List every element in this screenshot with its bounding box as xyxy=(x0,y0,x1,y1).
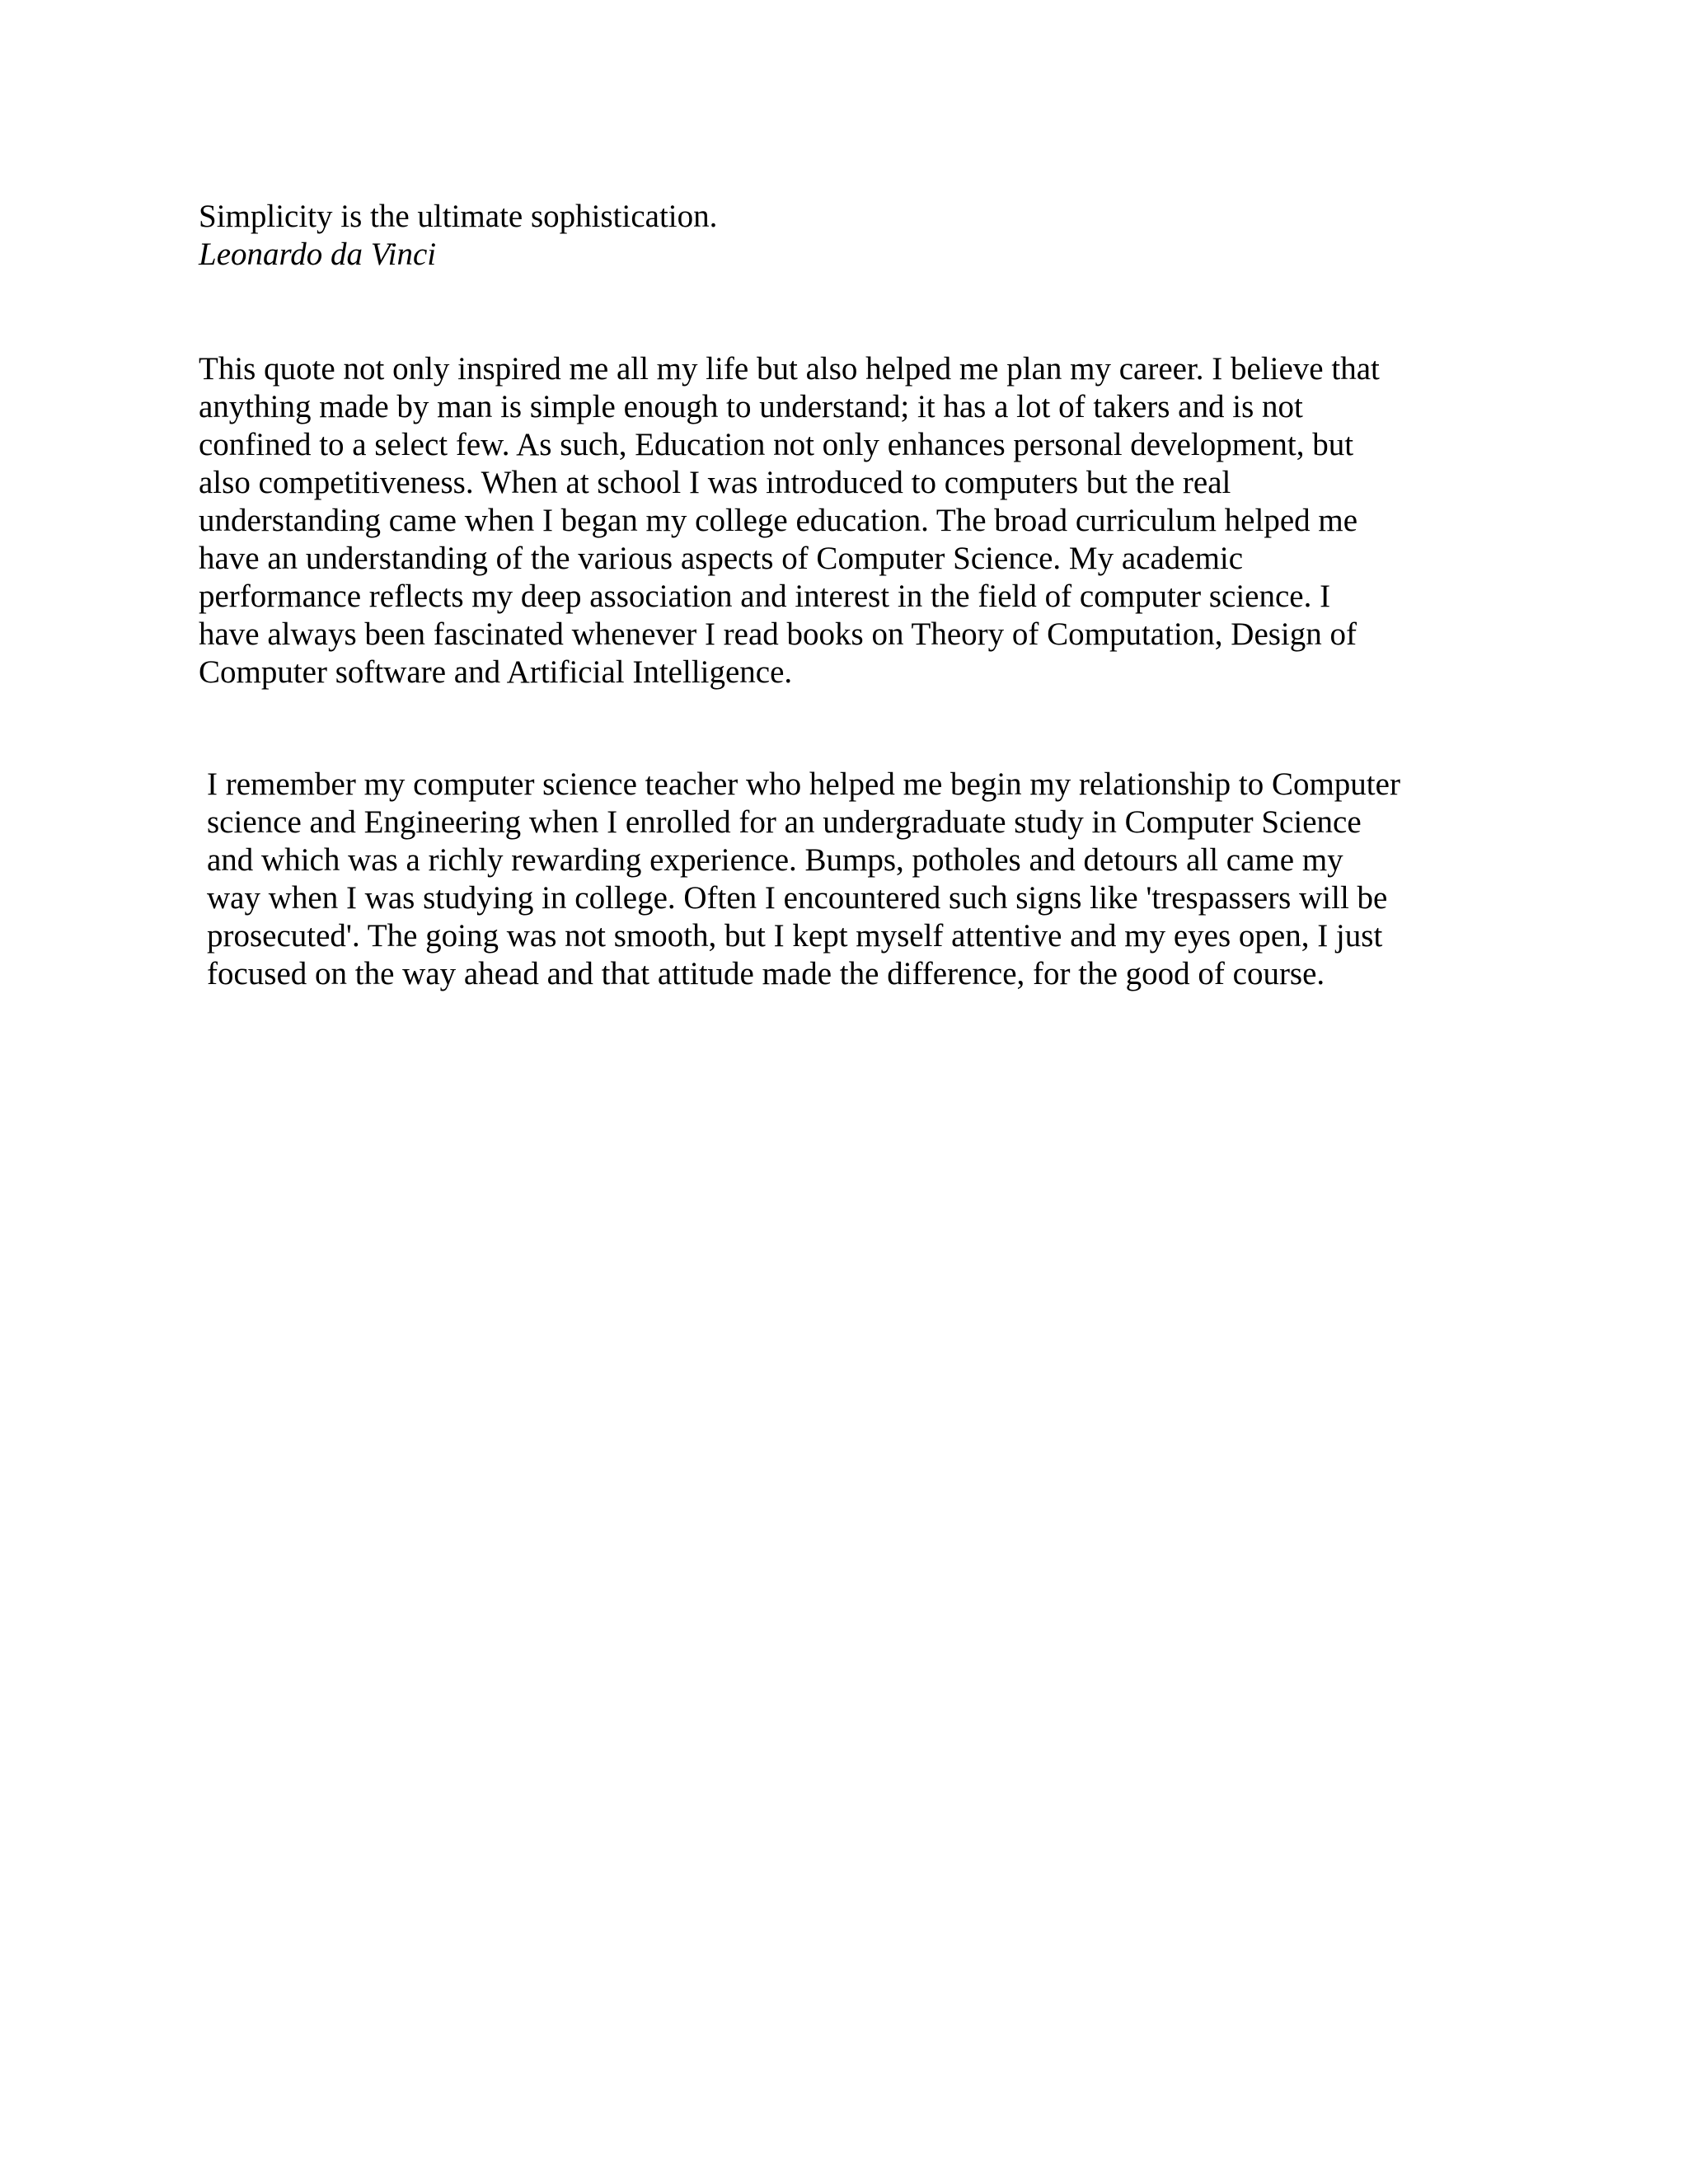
paragraph-line: also competitiveness. When at school I was introduced to computers but the real xyxy=(199,465,1231,500)
paragraph-1 xyxy=(199,350,1550,691)
paragraph-line: anything made by man is simple enough to understand; it has a lot of takers and is not xyxy=(199,389,1303,424)
paragraph-2 xyxy=(207,766,1542,993)
paragraph-line: performance reflects my deep association and interest in the field of computer science. I xyxy=(199,579,1331,614)
paragraph-line: science and Engineering when I enrolled for an undergraduate study in Computer Science xyxy=(207,804,1362,840)
epigraph xyxy=(199,198,1493,274)
paragraph-line: This quote not only inspired me all my life but also helped me plan my career. I believe that xyxy=(199,351,1380,387)
paragraph-line: have always been fascinated whenever I read books on Theory of Computation, Design of xyxy=(199,616,1357,652)
paragraph-line: way when I was studying in college. Often I encountered such signs like 'trespassers will be xyxy=(207,880,1388,916)
quote-text: Simplicity is the ultimate sophistication. xyxy=(199,199,718,234)
quote-author: Leonardo da Vinci xyxy=(199,237,437,272)
paragraph-line: confined to a select few. As such, Education not only enhances personal development, but xyxy=(199,427,1354,462)
paragraph-line: I remember my computer science teacher who helped me begin my relationship to Computer xyxy=(207,766,1400,802)
paragraph-line: focused on the way ahead and that attitude made the difference, for the good of course. xyxy=(207,956,1325,991)
paragraph-line: understanding came when I began my college education. The broad curriculum helped me xyxy=(199,503,1358,538)
paragraph-line: have an understanding of the various aspects of Computer Science. My academic xyxy=(199,541,1244,576)
paragraph-line: Computer software and Artificial Intelligence. xyxy=(199,654,793,690)
paragraph-line: prosecuted'. The going was not smooth, but I kept myself attentive and my eyes open, I just xyxy=(207,918,1383,954)
paragraph-line: and which was a richly rewarding experience. Bumps, potholes and detours all came my xyxy=(207,842,1343,878)
